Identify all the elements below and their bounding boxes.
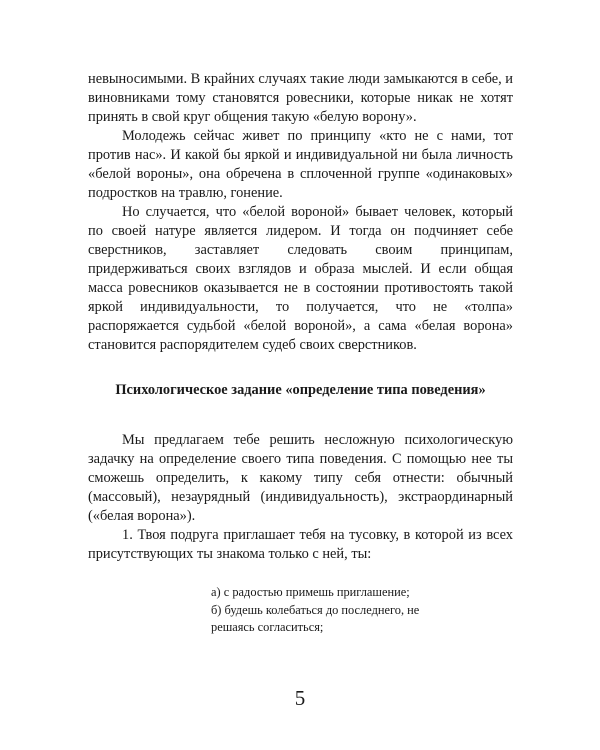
- page-number: 5: [294, 686, 306, 710]
- question-1: 1. Твоя подруга приглашает тебя на тусовку, в которой из всех присутствующих ты знакома только с ней, ты:: [88, 527, 513, 562]
- option-b-line-2: решаясь согласиться;: [211, 620, 324, 634]
- paragraph-intro: Мы предлагаем тебе решить несложную психологическую задачку на определение своего типа поведения. С помощью нее ты сможешь определить, к какому типу себя отнести: обычный (массовый), незаурядный (индивидуальность), экстраординарный («белая ворона»).: [88, 432, 513, 524]
- option-b-line-1: б) будешь колебаться до последнего, не: [211, 602, 420, 617]
- page-body: [88, 70, 513, 637]
- paragraph-leader: Но случается, что «белой вороной» бывает человек, который по своей натуре является лидером. И тогда он подчиняет себе сверстников, заставляет следовать своим принципам, придерживаться своих взглядов и образа мыслей. И если общая масса ровесников оказывается не в состоянии противостоять такой яркой индивидуальности, то получается, что не «толпа» распоряжается судьбой «белой вороной», а сама «белая ворона» становится распорядителем судеб своих сверстников.: [88, 204, 513, 353]
- answer-options: [88, 584, 513, 637]
- section-heading: Психологическое задание «определение типа поведения»: [115, 382, 486, 398]
- paragraph-youth-principle: Молодежь сейчас живет по принципу «кто не с нами, тот против нас». И какой бы яркой и индивидуальной ни была личность «белой вороны», она обречена в сплоченной группе «одинаковых» подростков на травлю, гонение.: [88, 128, 513, 201]
- option-a: а) с радостью примешь приглашение;: [211, 585, 410, 599]
- paragraph-continuation: невыносимыми. В крайних случаях такие люди замыкаются в себе, и виновниками тому становятся ровесники, которые никак не хотят принять в свой круг общения такую «белую ворону».: [88, 71, 513, 125]
